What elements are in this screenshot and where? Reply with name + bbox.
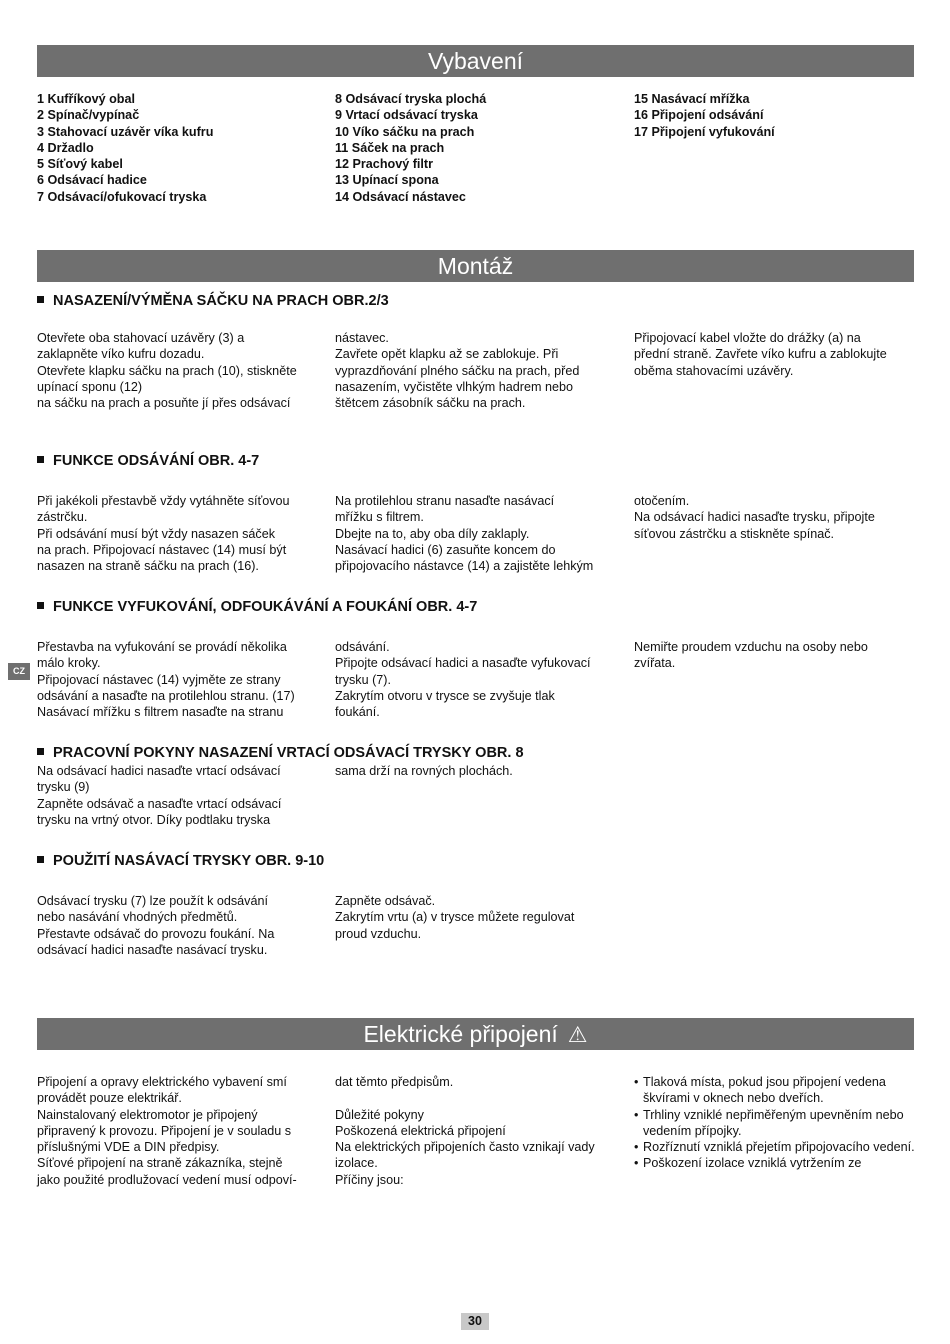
list-item: • Poškození izolace vzniklá vytržením ze [634, 1155, 919, 1171]
text-column: odsávání. Připojte odsávací hadici a nasaďte vyfukovací trysku (7). Zakrytím otvoru v trysce se zvyšuje tlak foukání. [335, 640, 591, 720]
text-column: Otevřete oba stahovací uzávěry (3) a zaklapněte víko kufru dozadu. Otevřete klapku sáčku na prach (10), stiskněte upínací sponu (12) na sáčku na prach a posuňte jí přes odsávací [37, 331, 297, 411]
text-column: dat těmto předpisům. Důležité pokyny Poškozená elektrická připojení Na elektrických připojeních často vznikají vady izolace. Příčiny jsou: [335, 1075, 595, 1187]
text-column: nástavec. Zavřete opět klapku až se zablokuje. Při vyprazdňování plného sáčku na prach, před nasazením, vyčistěte vlhkým hadrem nebo štětcem zásobník sáčku na prach. [335, 331, 580, 411]
parts-list-col-3: 15 Nasávací mřížka 16 Připojení odsávání 17 Připojení vyfukování [634, 92, 775, 139]
warning-triangle-icon: ⚠ [567, 1022, 588, 1047]
text-column: Nemiřte proudem vzduchu na osoby nebo zvířata. [634, 640, 868, 671]
text-column: Připojovací kabel vložte do drážky (a) na přední straně. Zavřete víko kufru a zablokujte oběma stahovacími uzávěry. [634, 331, 887, 378]
list-item: • Rozříznutí vzniklá přejetím připojovacího vedení. [634, 1139, 919, 1155]
subsection-heading: NASAZENÍ/VÝMĚNA SÁČKU NA PRACH OBR.2/3 [37, 292, 389, 310]
text-column: otočením. Na odsávací hadici nasaďte trysku, připojte síťovou zástrčku a stiskněte spínač. [634, 494, 875, 541]
text-column: Odsávací trysku (7) lze použít k odsávání nebo nasávání vhodných předmětů. Přestavte odsávač do provozu foukání. Na odsávací hadici nasaďte nasávací trysku. [37, 894, 275, 957]
page-number: 30 [461, 1313, 489, 1330]
section-banner-montaz [37, 250, 914, 282]
square-bullet-icon [37, 856, 44, 863]
bullet-list [634, 1074, 919, 1172]
language-tab: CZ [8, 663, 30, 680]
subsection-heading: POUŽITÍ NASÁVACÍ TRYSKY OBR. 9-10 [37, 852, 324, 870]
square-bullet-icon [37, 456, 44, 463]
section-banner-elektricke-pripojeni [37, 1018, 914, 1050]
list-item: • Tlaková místa, pokud jsou připojení vedena škvírami v oknech nebo dveřích. [634, 1074, 919, 1107]
section-title: Montáž [437, 253, 514, 279]
square-bullet-icon [37, 748, 44, 755]
text-column: Při jakékoli přestavbě vždy vytáhněte síťovou zástrčku. Při odsávání musí být vždy nasazen sáček na prach. Připojovací nástavec (14) musí být nasazen na straně sáčku na prach (16). [37, 494, 290, 574]
text-column: Zapněte odsávač. Zakrytím vrtu (a) v trysce můžete regulovat proud vzduchu. [335, 894, 575, 941]
section-banner-vybaveni [37, 45, 914, 77]
subsection-heading: FUNKCE ODSÁVÁNÍ OBR. 4-7 [37, 452, 259, 470]
square-bullet-icon [37, 602, 44, 609]
text-column: Na protilehlou stranu nasaďte nasávací mřížku s filtrem. Dbejte na to, aby oba díly zaklaply. Nasávací hadici (6) zasuňte koncem do připojovacího nástavce (14) a zajistěte lehkým [335, 494, 594, 574]
subsection-heading: PRACOVNÍ POKYNY NASAZENÍ VRTACÍ ODSÁVACÍ TRYSKY OBR. 8 [37, 744, 524, 762]
parts-list-col-2: 8 Odsávací tryska plochá 9 Vrtací odsávací tryska 10 Víko sáčku na prach 11 Sáček na prach 12 Prachový filtr 13 Upínací spona 14 Odsávací nástavec [335, 92, 487, 204]
subsection-heading: FUNKCE VYFUKOVÁNÍ, ODFOUKÁVÁNÍ A FOUKÁNÍ OBR. 4-7 [37, 598, 477, 616]
square-bullet-icon [37, 296, 44, 303]
text-column: Na odsávací hadici nasaďte vrtací odsávací trysku (9) Zapněte odsávač a nasaďte vrtací odsávací trysku na vrtný otvor. Díky podtlaku tryska [37, 764, 282, 827]
section-title: Vybavení [427, 48, 524, 74]
list-item: • Trhliny vzniklé nepřiměřeným upevněním nebo vedením přípojky. [634, 1107, 919, 1140]
text-column: Připojení a opravy elektrického vybavení smí provádět pouze elektrikář. Nainstalovaný elektromotor je připojený připravený k provozu. Připojení je v souladu s příslušnými VDE a DIN předpisy. Síťové připojení na straně zákazníka, stejně jako použité prodlužovací vedení musí odpoví- [37, 1075, 297, 1187]
text-column: sama drží na rovných plochách. [335, 764, 513, 778]
parts-list-col-1: 1 Kufříkový obal 2 Spínač/vypínač 3 Stahovací uzávěr víka kufru 4 Držadlo 5 Síťový kabel 6 Odsávací hadice 7 Odsávací/ofukovací tryska [37, 92, 214, 204]
section-title: Elektrické připojení [363, 1021, 558, 1047]
text-column: Přestavba na vyfukování se provádí několika málo kroky. Připojovací nástavec (14) vyjměte ze strany odsávání a nasaďte na protilehlou stranu. (17) Nasávací mřížku s filtrem nasaďte na stranu [37, 640, 295, 720]
